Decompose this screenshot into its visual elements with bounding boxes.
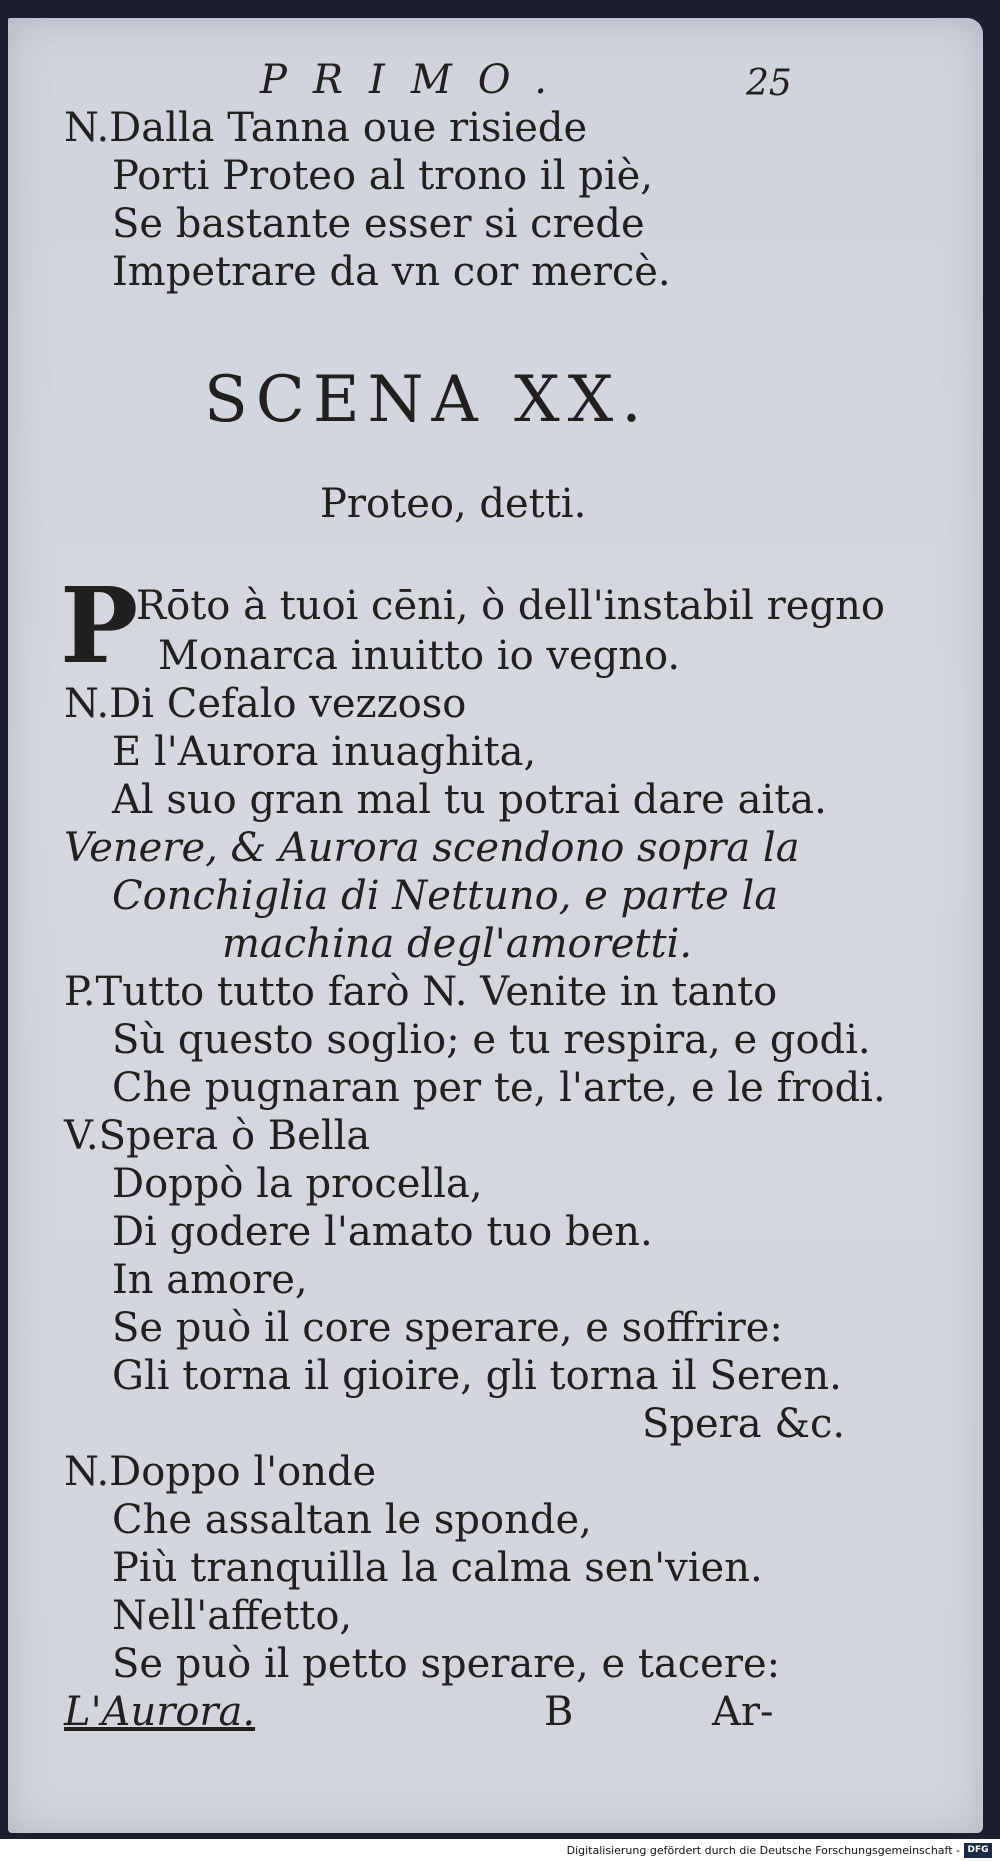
verse-line: Più tranquilla la calma sen'vien. [112,1545,763,1591]
drop-cap: P [60,564,139,687]
catchword-right: Ar- [712,1689,774,1735]
page-number: 25 [746,63,792,104]
verse-line: Se bastante esser si crede [112,201,645,247]
verse-line: Che pugnaran per te, l'arte, e le frodi. [112,1065,886,1111]
verse-line: Monarca inuitto io vegno. [158,633,681,679]
verse-line: N.Doppo l'onde [64,1449,377,1495]
verse-line: Gli torna il gioire, gli torna il Seren. [112,1353,842,1399]
verse-line: Doppò la procella, [112,1161,483,1207]
verse-line: E l'Aurora inuaghita, [112,729,537,775]
verse-line: Impetrare da vn cor mercè. [112,249,671,295]
book-page [8,18,983,1833]
verse-line: Rōto à tuoi cēni, ò dell'instabil regno [136,583,885,629]
stage-direction-line: machina degl'amoretti. [222,921,693,967]
verse-line: Porti Proteo al trono il piè, [112,153,654,199]
verse-line: Che assaltan le sponde, [112,1497,592,1543]
verse-line: In amore, [112,1257,308,1303]
verse-line: N.Di Cefalo vezzoso [64,681,467,727]
stage-direction-line: Conchiglia di Nettuno, e parte la [112,873,779,919]
refrain-cue: Spera &c. [642,1401,846,1447]
verse-line: N.Dalla Tanna oue risiede [64,105,588,151]
scene-title: SCENA XX. [204,363,650,437]
verse-line: Se può il core sperare, e soffrire: [112,1305,783,1351]
verse-line: V.Spera ò Bella [64,1113,371,1159]
stage-direction-line: Venere, & Aurora scendono sopra la [64,825,800,871]
verse-line: Al suo gran mal tu potrai dare aita. [112,777,827,823]
digitization-footer [0,1839,1000,1861]
verse-line: P.Tutto tutto farò N. Venite in tanto [64,969,778,1015]
running-head: PRIMO. [260,57,573,103]
verse-line: Se può il petto sperare, e tacere: [112,1641,781,1687]
verse-line: Di godere l'amato tuo ben. [112,1209,653,1255]
catchword-left: L'Aurora. [64,1689,256,1735]
verse-line: Sù questo soglio; e tu respira, e godi. [112,1017,871,1063]
digitization-notice: Digitalisierung gefördert durch die Deutsche Forschungsgemeinschaft - [566,1844,960,1857]
verse-line: Nell'affetto, [112,1593,353,1639]
signature-mark: B [544,1689,574,1735]
scene-cast: Proteo, detti. [320,481,587,527]
dfg-logo-icon: DFG [964,1843,992,1858]
